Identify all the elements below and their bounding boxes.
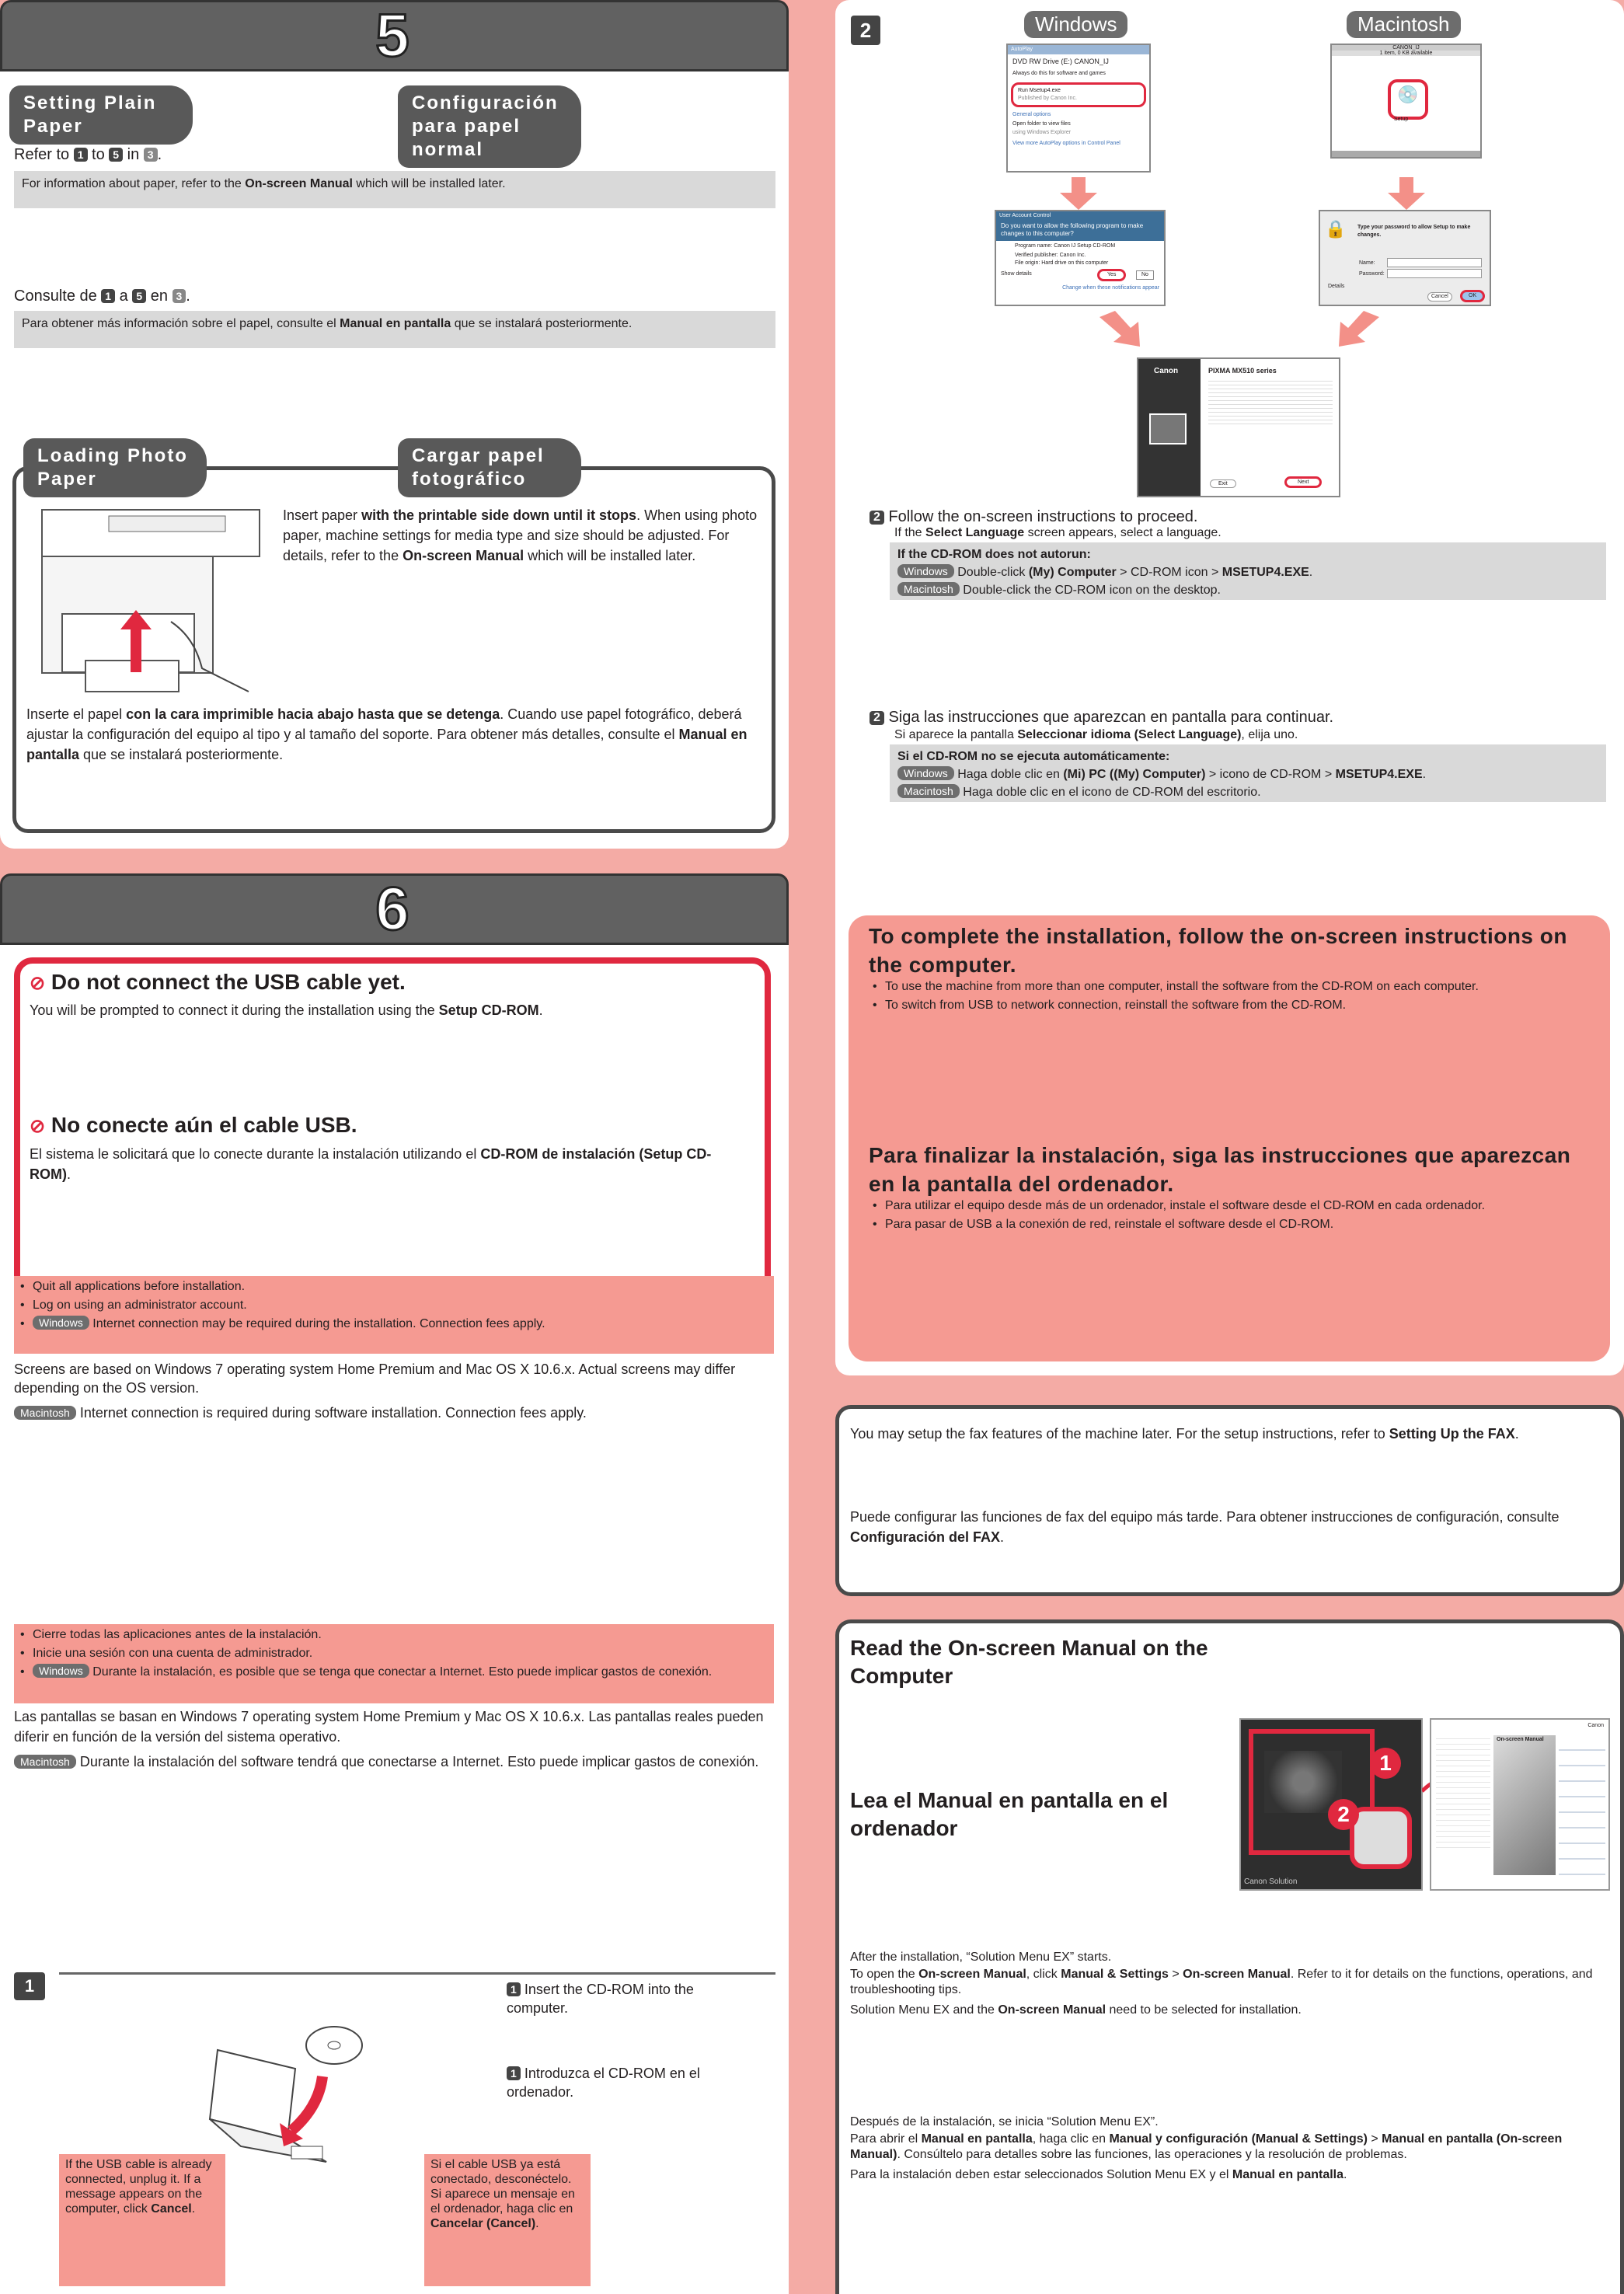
screens-note-es: Las pantallas se basan en Windows 7 operating system Home Premium y Mac OS X 10.6.x. Las pantallas reales pueden diferir en función de la versión del sistema operativo. (14, 1709, 764, 1745)
fax-box (835, 1405, 1624, 1596)
step6-panel (0, 873, 789, 2294)
usb-warning-es-title: ⊘ No conecte aún el cable USB. (30, 1113, 357, 1137)
exit-button[interactable]: Exit (1210, 479, 1236, 488)
mac-ok-button[interactable]: OK (1460, 290, 1485, 302)
complete-list-es: • Para utilizar el equipo desde más de un ordenador, instale el software desde el CD-ROM en cada ordenador. • Para pasar de USB a la conexión de red, reinstale el software desde el CD-ROM. (868, 1197, 1591, 1234)
usb-warning-en-text: You will be prompted to connect it during the installation using the Setup CD-ROM. (30, 1002, 543, 1018)
paper-note-es: Para obtener más información sobre el papel, consulte el Manual en pantalla que se instalará posteriormente. (14, 311, 775, 348)
windows-label: Windows (1024, 11, 1127, 38)
callout-2: 2 (1328, 1799, 1359, 1830)
callout-1: 1 (1370, 1748, 1401, 1779)
pixma-setup-window: Canon PIXMA MX510 series Exit Next (1137, 357, 1340, 497)
manual-title-es: Lea el Manual en pantalla en el ordenador (850, 1788, 1169, 1840)
mac-auth-window: 🔒 Type your password to allow Setup to make changes. Name: Password: Details Cancel OK (1319, 210, 1491, 306)
printer-illustration (39, 505, 264, 696)
photo-paper-text-es: Inserte el papel con la cara imprimible hacia abajo hasta que se detenga. Cuando use papel fotográfico, deberá ajustar la configuración del equipo al tipo y al tamaño del soporte. Para obtener más detalles, consulte el Manual en pantalla que se instalará posteriormente. (26, 706, 748, 762)
photo-paper-title-en: Loading Photo Paper (23, 438, 207, 497)
substep1-number: 1 (14, 1972, 45, 2000)
step5-panel (0, 0, 789, 849)
manual-after-en: After the installation, “Solution Menu EX” starts. (850, 1951, 1112, 1964)
mac-tag: Macintosh (14, 1406, 76, 1420)
step2-number: 2 (851, 16, 880, 45)
mac-cancel-button[interactable]: Cancel (1427, 292, 1452, 302)
mac-note-es: Macintosh Durante la instalación del software tendrá que conectarse a Internet. Esto puede implicar gastos de conexión. (14, 1752, 775, 1772)
insert-cd-es: 1 Introduzca el CD-ROM en el ordenador. (507, 2066, 700, 2100)
next-button[interactable]: Next (1284, 476, 1322, 488)
manual-title-en: Read the On-screen Manual on the Computer (850, 1636, 1208, 1688)
mac-tag: Macintosh (14, 1755, 76, 1769)
onscreen-manual-screenshot: Canon On-screen Manual (1430, 1718, 1610, 1891)
follow-en: 2 Follow the on-screen instructions to proceed. (870, 507, 1197, 527)
manual-need-en: Solution Menu EX and the On-screen Manual need to be selected for installation. (850, 2003, 1302, 2017)
solution-menu-screenshot: Canon Solution 1 2 (1239, 1718, 1423, 1891)
photo-paper-text-en: Insert paper with the printable side down until it stops. When using photo paper, machine settings for media type and size should be adjusted. For details, refer to the On-screen Manual which will be installed later. (283, 507, 758, 563)
usb-warning-en-title: ⊘ Do not connect the USB cable yet. (30, 970, 406, 994)
arrow-down-icon (1388, 193, 1425, 210)
refer-text-en: Refer to 1 to 5 in 3 . (14, 146, 162, 163)
screens-note-en: Screens are based on Windows 7 operating system Home Premium and Mac OS X 10.6.x. Actual screens may differ depending on the OS version. (14, 1361, 736, 1396)
windows-tag: Windows (33, 1316, 89, 1330)
follow-es: 2 Siga las instrucciones que aparezcan en pantalla para continuar. (870, 707, 1333, 727)
complete-list-en: • To use the machine from more than one computer, install the software from the CD-ROM on each computer. • To switch from USB to network connection, reinstall the software from the CD-ROM. (868, 978, 1591, 1015)
arrow-down-icon (1399, 177, 1413, 193)
windows-tag: Windows (897, 564, 954, 578)
lock-icon: 🔒 (1325, 219, 1347, 239)
complete-title-es: Para finalizar la instalación, siga las instrucciones que aparezcan en la pantalla del ordenador. (869, 1143, 1571, 1196)
step5-number: 5 (375, 1, 409, 69)
usb-note-en: If the USB cable is already connected, unplug it. If a message appears on the computer, click Cancel. (65, 2158, 212, 2216)
name-field[interactable] (1387, 258, 1482, 267)
plain-paper-title-en: Setting Plain Paper (9, 85, 193, 145)
manual-settings-icon[interactable] (1350, 1807, 1412, 1869)
fax-text-es: Puede configurar las funciones de fax del equipo más tarde. Para obtener instrucciones de configuración, consulte Configuración del FAX. (850, 1509, 1560, 1545)
manual-after-es: Después de la instalación, se inicia “Solution Menu EX”. (850, 2115, 1159, 2128)
mac-label: Macintosh (1347, 11, 1461, 38)
usb-warning-es-text: El sistema le solicitará que lo conecte durante la instalación utilizando el CD-ROM de instalación (Setup CD-ROM). (30, 1146, 712, 1182)
manual-open-en: To open the On-screen Manual, click Manual & Settings > On-screen Manual. Refer to it for details on the functions, operations, and troubleshooting tips. (850, 1968, 1593, 1996)
no-entry-icon: ⊘ (30, 1116, 46, 1137)
manual-need-es: Para la instalación deben estar seleccionados Solution Menu EX y el Manual en pantalla. (850, 2168, 1347, 2181)
notes-es-list: • Cierre todas las aplicaciones antes de la instalación. • Inicie una sesión con una cuenta de administrador. • Windows Durante la instalación, es posible que se tenga que conectar a Internet. Esto puede implicar gastos de conexión. (16, 1626, 761, 1682)
paper-note-en: For information about paper, refer to the On-screen Manual which will be installed later. (14, 171, 775, 208)
substep1-rule (59, 1972, 775, 1975)
mac-finder-window: CANON_IJ 1 item, 0 KB available 💿 Setup (1330, 44, 1482, 159)
uac-yes-button[interactable]: Yes (1097, 269, 1126, 281)
refer-text-es: Consulte de 1 a 5 en 3 . (14, 288, 190, 305)
manual-box (835, 1619, 1624, 2294)
complete-title-en: To complete the installation, follow the on-screen instructions on the computer. (869, 924, 1567, 977)
uac-window: User Account Control Do you want to allow the following program to make changes to this computer? Program name: Canon IJ Setup CD-ROM Verified publisher: Canon Inc. File origin: Hard drive on this computer Show details Yes No Change when these notifications appear (995, 210, 1166, 306)
arrow-diagonal-icon (1333, 311, 1379, 350)
select-language-es: Si aparece la pantalla Seleccionar idioma (Select Language), elija uno. (894, 728, 1298, 741)
arrow-down-icon (1072, 177, 1086, 193)
no-entry-icon: ⊘ (30, 973, 46, 994)
select-language-en: If the Select Language screen appears, select a language. (894, 526, 1221, 539)
windows-tag: Windows (897, 766, 954, 780)
windows-tag: Windows (33, 1664, 89, 1678)
plain-paper-title-es: Configuración para papel normal (398, 85, 581, 168)
usb-note-es: Si el cable USB ya está conectado, desconéctelo. Si aparece un mensaje en el ordenador, haga clic en Cancelar (Cancel). (430, 2158, 575, 2230)
manual-open-es: Para abrir el Manual en pantalla, haga clic en Manual y configuración (Manual & Settings) > Manual en pantalla (On-screen Manual). Consúltelo para detalles sobre las funciones, las operaciones y la resolución de problemas. (850, 2132, 1563, 2161)
run-msetup-option[interactable]: Run Msetup4.exe (1018, 88, 1061, 93)
fax-text-en: You may setup the fax features of the machine later. For the setup instructions, refer to Setting Up the FAX. (850, 1426, 1519, 1442)
insert-cd-en: 1 Insert the CD-ROM into the computer. (507, 1982, 694, 2016)
arrow-down-icon (1060, 193, 1097, 210)
mac-tag: Macintosh (897, 784, 960, 798)
password-field[interactable] (1387, 269, 1482, 278)
autorun-box-es: Si el CD-ROM no se ejecuta automáticamente: Windows Haga doble clic en (Mi) PC ((My) Computer) > icono de CD-ROM > MSETUP4.EXE. Macintosh Haga doble clic en el icono de CD-ROM del escritorio. (890, 744, 1606, 802)
autorun-box-en: If the CD-ROM does not autorun: Windows Double-click (My) Computer > CD-ROM icon > MSETUP4.EXE. Macintosh Double-click the CD-ROM icon on the desktop. (890, 542, 1606, 600)
step6-number: 6 (375, 874, 409, 943)
photo-paper-title-es: Cargar papel fotográfico (398, 438, 581, 497)
uac-no-button[interactable]: No (1136, 270, 1154, 280)
setup-disc-icon[interactable]: 💿 (1388, 79, 1428, 120)
notes-en-list: • Quit all applications before installation. • Log on using an administrator account. • Windows Internet connection may be required during the installation. Connection fees apply. (16, 1278, 761, 1334)
mac-tag: Macintosh (897, 582, 960, 596)
autoplay-window: AutoPlay DVD RW Drive (E:) CANON_IJ Always do this for software and games Run Msetup4.exe Published by Canon Inc. General options Open folder to view files using Windows Explorer View more AutoPlay options in Control Panel (1006, 44, 1151, 173)
mac-note-en: Macintosh Internet connection is required during software installation. Connection fees apply. (14, 1403, 775, 1422)
arrow-diagonal-icon (1100, 311, 1146, 350)
step2-panel (835, 0, 1624, 1375)
